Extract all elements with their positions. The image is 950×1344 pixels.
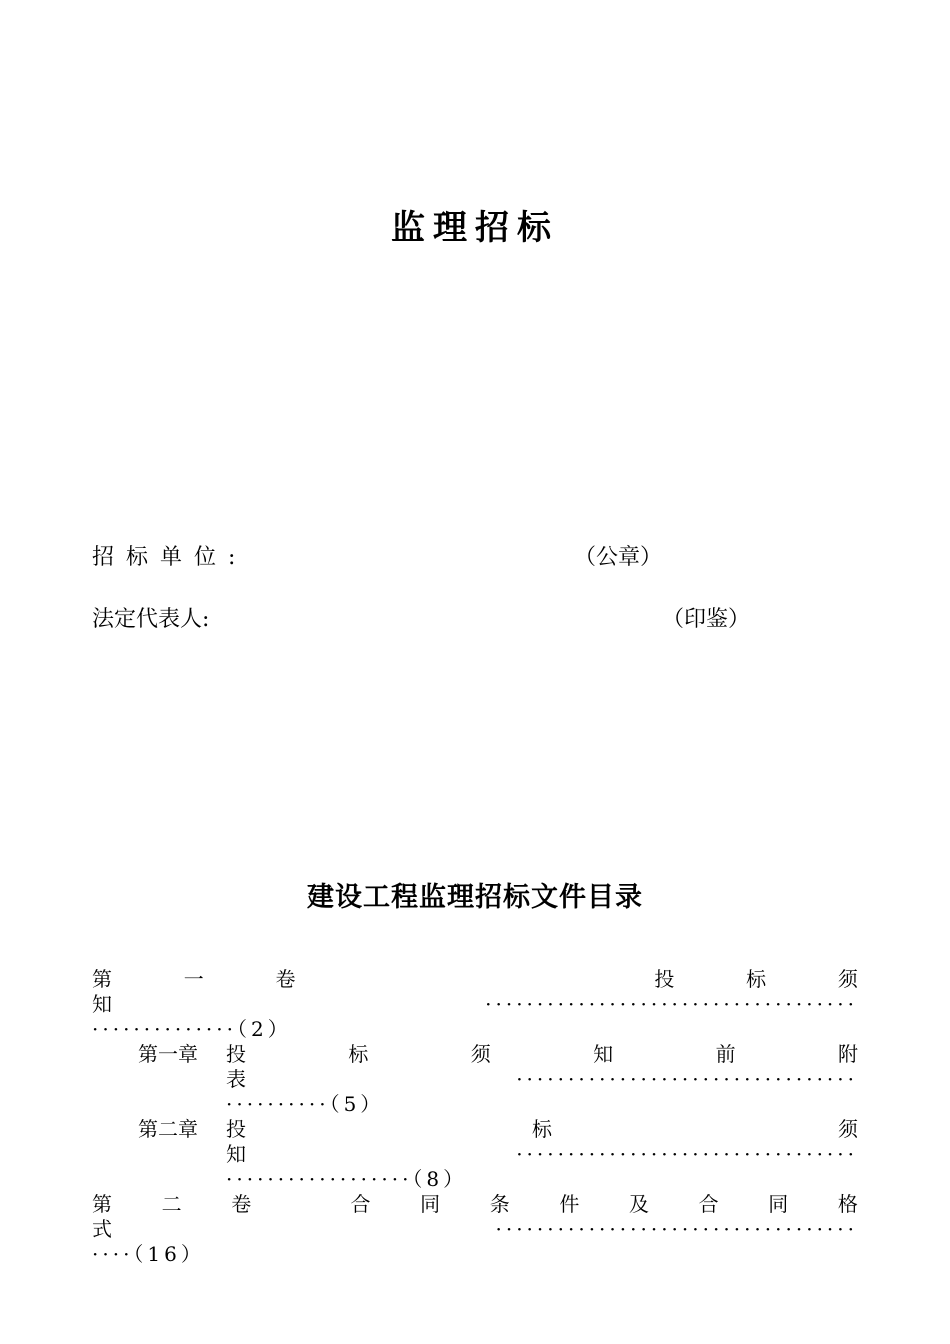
toc-entry-page-number: ··············（2） xyxy=(92,1017,292,1041)
toc-entry-page-number: ··········（5） xyxy=(226,1092,385,1116)
toc-entry-volume-2[interactable] xyxy=(92,1192,858,1267)
cover-title: 监理招标 xyxy=(391,208,559,248)
toc-entry-leader: 式 ··································· xyxy=(92,1217,858,1241)
toc-entry-chapter-2[interactable] xyxy=(138,1117,858,1192)
dot-leader: ···································· xyxy=(485,992,858,1016)
toc-entry-heading: 第 一 卷 投 标 须 xyxy=(92,967,858,991)
toc-entry-heading: 投 标 须 知 前 附 xyxy=(226,1042,858,1066)
toc-entry-leader: 知 ································· xyxy=(226,1142,858,1166)
toc-entry-leader: 表 ································· xyxy=(226,1067,858,1091)
dot-leader: ································· xyxy=(516,1067,858,1091)
toc-title: 建设工程监理招标文件目录 xyxy=(307,882,643,913)
legal-representative-label: 法定代表人: xyxy=(92,607,210,632)
bidder-unit-label: 招标单位: xyxy=(92,545,248,570)
toc-entry-volume-1[interactable] xyxy=(92,967,858,1042)
toc-entry-heading: 第 二 卷 合 同 条 件 及 合 同 格 xyxy=(92,1192,858,1216)
toc-entry-heading: 投 标 须 xyxy=(226,1117,858,1141)
toc-entry-page-number: ··················（8） xyxy=(226,1167,468,1191)
toc-entry-page-number: ····（16） xyxy=(92,1242,205,1266)
toc-chapter-number: 第一章 xyxy=(138,1042,198,1066)
dot-leader: ··································· xyxy=(495,1217,858,1241)
toc-chapter-number: 第二章 xyxy=(138,1117,198,1141)
toc-entry-leader: 知 ···································· xyxy=(92,992,858,1016)
official-seal-note: （公章） xyxy=(574,545,663,570)
toc-entry-chapter-1[interactable] xyxy=(138,1042,858,1117)
signature-seal-note: （印鉴） xyxy=(662,607,751,632)
dot-leader: ································· xyxy=(516,1142,858,1166)
